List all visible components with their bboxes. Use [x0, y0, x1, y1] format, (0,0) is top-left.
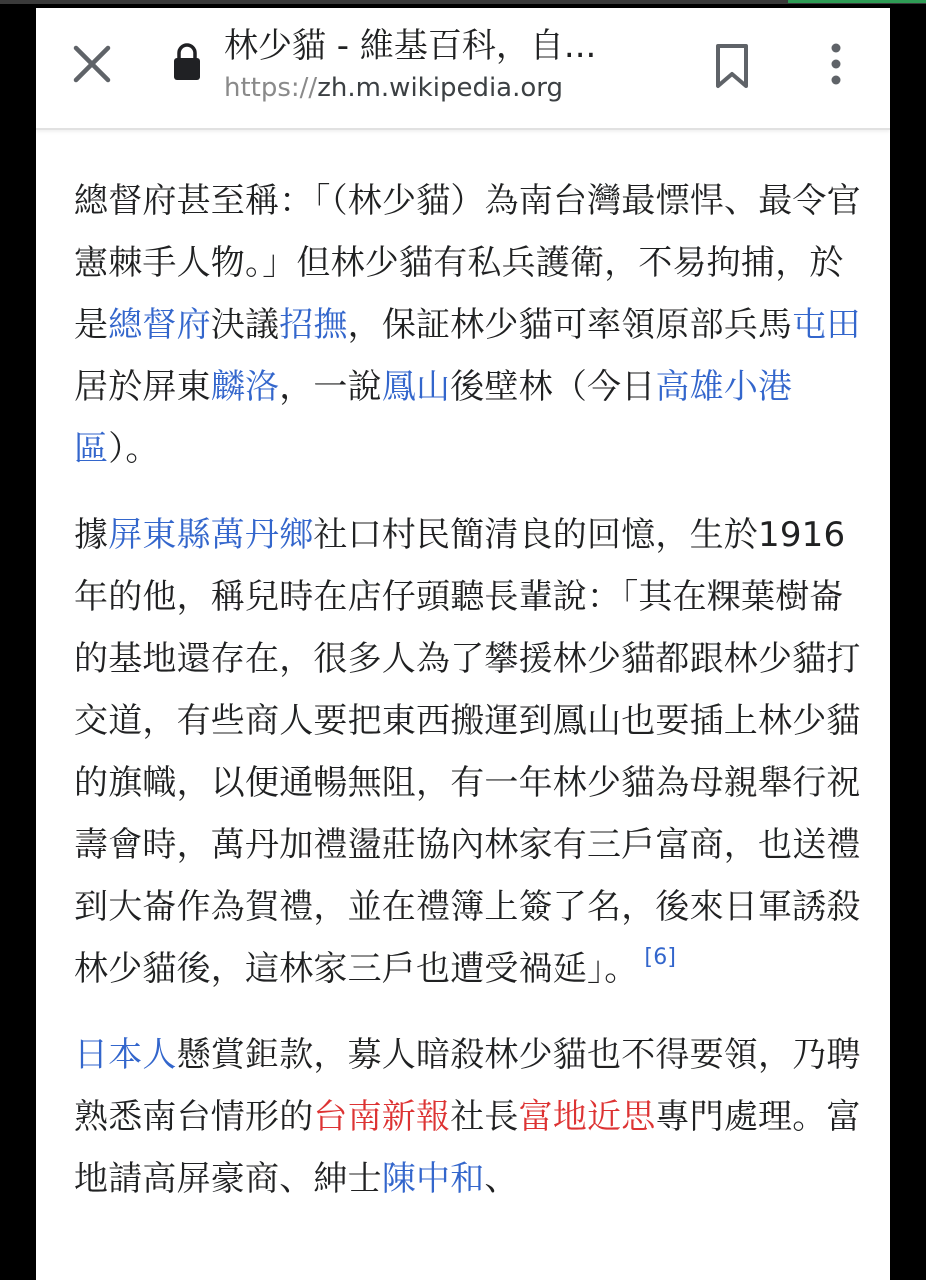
paragraph — [74, 170, 864, 480]
browser-viewport[interactable] — [36, 8, 890, 1280]
bookmark-icon[interactable] — [712, 42, 752, 90]
reference-link[interactable]: [6] — [644, 945, 677, 970]
status-accent — [788, 0, 926, 3]
redlink-tomichi[interactable]: 富地近思 — [518, 1097, 656, 1137]
paragraph — [74, 1024, 864, 1210]
link-tuntian[interactable]: 屯田 — [792, 305, 861, 345]
url-scheme: https:// — [224, 73, 318, 103]
link-pacification[interactable]: 招撫 — [279, 305, 348, 345]
text-run: ，保証林少貓可率領原部兵馬 — [347, 305, 793, 345]
link-linluo[interactable]: 麟洛 — [210, 367, 280, 407]
link-fengshan[interactable]: 鳳山 — [381, 367, 451, 407]
lock-icon[interactable] — [172, 42, 202, 82]
more-vert-icon[interactable] — [816, 40, 856, 88]
text-run: 後壁林（今日 — [450, 367, 656, 407]
text-run: 、 — [484, 1159, 519, 1199]
text-run: 決議 — [210, 305, 280, 345]
url-host: zh.m.wikipedia.org — [317, 73, 564, 103]
text-run: 社口村民簡清良的回憶，生於1916年的他，稱兒時在店仔頭聽長輩說：「其在粿葉樹崙的基地還存在，很多人為了攀援林少貓都跟林少貓打交道，有些商人要把東西搬運到鳳山也要插上林少貓的旗幟，以便通暢無阻，有一年林少貓為母親舉行祝壽會時，萬丹加禮盪莊協內林家有三戶富商，也送禮到大崙作為賀禮，並在禮簿上簽了名，後來日軍誘殺林少貓後，這林家三戶也遭受禍延」。 — [74, 515, 861, 989]
link-xiaogang[interactable]: 高雄小港區 — [74, 367, 793, 469]
text-run: 總督府甚至稱：「（林少貓）為南台灣最慓悍、最令官憲棘手人物。」但林少貓有私兵護衛，不易拘捕，於是 — [74, 181, 861, 345]
text-run: 社長 — [450, 1097, 519, 1137]
article-body — [74, 170, 864, 1210]
link-japanese[interactable]: 日本人 — [74, 1035, 177, 1075]
text-run: ）。 — [108, 429, 160, 469]
paragraph — [74, 504, 864, 1000]
link-chen-zhonghe[interactable]: 陳中和 — [381, 1159, 485, 1199]
browser-toolbar — [36, 8, 890, 130]
text-run: 懸賞鉅款，募人暗殺林少貓也不得要領，乃聘熟悉南台情形的 — [74, 1035, 861, 1137]
status-bar-edge — [0, 0, 926, 4]
page-title[interactable]: 林少貓 - 維基百科，自... — [224, 26, 597, 66]
text-run: ，一說 — [279, 367, 382, 407]
redlink-tainan-shinpo[interactable]: 台南新報 — [313, 1097, 451, 1137]
text-run: 據 — [74, 515, 109, 555]
text-run: 居於屏東 — [74, 367, 211, 407]
link-wandan[interactable]: 屏東縣萬丹鄉 — [108, 515, 314, 555]
link-governor-general[interactable]: 總督府 — [108, 305, 211, 345]
close-icon[interactable] — [70, 42, 114, 86]
text-run: 專門處理。富地請高屏豪商、紳士 — [74, 1097, 861, 1199]
url-display[interactable] — [224, 70, 563, 106]
